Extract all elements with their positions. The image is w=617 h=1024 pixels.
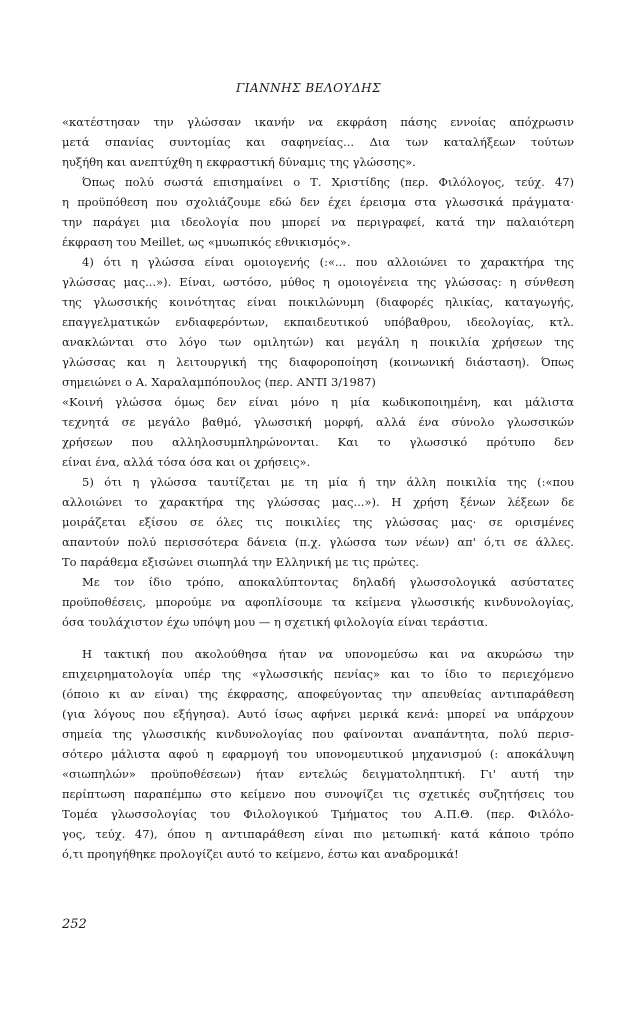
- text-line: γος, τεύχ. 47), όπου η αντιπαράθεση είναι πιο μετωπική· κατά κάποιο τρόπο: [62, 827, 574, 841]
- text-line: μετά σπανίας συντομίας και σαφηνείας... Δια των καταλήξεων τούτων: [62, 135, 574, 149]
- text-line: σημειώνει ο Α. Χαραλαμπόπουλος (περ. ΑΝΤΙ 3/1987): [62, 375, 376, 389]
- page-number: 252: [62, 917, 87, 932]
- body-paragraph: [62, 172, 574, 252]
- text-line: Τομέα γλωσσολογίας του Φιλολογικού Τμήματος του Α.Π.Θ. (περ. Φιλόλο-: [62, 807, 574, 821]
- text-line: γλώσσας μας...»). Είναι, ωστόσο, μύθος η ομοιογένεια της γλώσσας: η σύνθεση: [62, 275, 574, 289]
- text-line: Όπως πολύ σωστά επισημαίνει ο Τ. Χριστίδης (περ. Φιλόλογος, τεύχ. 47): [82, 175, 574, 189]
- body-paragraph: [62, 644, 574, 864]
- text-line: ηυξήθη και ανεπτύχθη η εκφραστική δύναμις της γλώσσης».: [62, 155, 416, 169]
- text-line: περίπτωση παραπέμπω στο κείμενο που συνοψίζει τις σχετικές συζητήσεις του: [62, 787, 574, 801]
- text-line: «σιωπηλών» προϋποθέσεων) ήταν εντελώς δειγματοληπτική. Γι' αυτή την: [62, 767, 574, 781]
- text-line: σημεία της γλωσσικής κινδυνολογίας που φαίνονται αναπάντητα, πολύ περισ-: [62, 727, 574, 741]
- block-quote: [62, 392, 574, 472]
- text-line: μοιράζεται εξίσου σε όλες τις ποικιλίες της γλώσσας μας· σε ορισμένες: [62, 515, 574, 529]
- text-line: τεχνητά σε μεγάλο βαθμό, γλωσσική μορφή, αλλά ένα σύνολο γλωσσικών: [62, 415, 574, 429]
- text-line: προϋποθέσεις, μπορούμε να αφοπλίσουμε τα κείμενα γλωσσικής κινδυνολογίας,: [62, 595, 574, 609]
- page-body: [62, 112, 574, 864]
- text-line: Με τον ίδιο τρόπο, αποκαλύπτοντας δηλαδή γλωσσολογικά ασύστατες: [82, 575, 574, 589]
- text-line: έκφραση του Meillet, ως «μυωπικός εθνικισμός».: [62, 235, 351, 249]
- text-line: επαγγελματικών ενδιαφερόντων, εκπαιδευτικού υπόβαθρου, ιδεολογίας, κτλ.: [62, 315, 574, 329]
- text-line: (για λόγους που εξήγησα). Αυτό ίσως αφήνει μερικά κενά: μπορεί να υπάρχουν: [62, 707, 574, 721]
- body-paragraph: [62, 572, 574, 632]
- text-line: «κατέστησαν την γλώσσαν ικανήν να εκφράση πάσης εννοίας απόχρωσιν: [62, 115, 574, 129]
- running-header: ΓΙΑΝΝΗΣ ΒΕΛΟΥΔΗΣ: [235, 81, 382, 95]
- text-line: 4) ότι η γλώσσα είναι ομοιογενής (:«... που αλλοιώνει το χαρακτήρα της: [82, 255, 574, 269]
- text-line: της γλωσσικής κοινότητας είναι ποικιλώνυμη (διαφορές ηλικίας, καταγωγής,: [62, 295, 574, 309]
- text-line: ό,τι προηγήθηκε προλογίζει αυτό το κείμενο, έστω και αναδρομικά!: [62, 847, 459, 861]
- text-line: όσα τουλάχιστον έχω υπόψη μου — η σχετική φιλολογία είναι τεράστια.: [62, 615, 489, 629]
- body-paragraph: [62, 472, 574, 572]
- text-line: (όποιο κι αν είναι) της έκφρασης, αποφεύγοντας την απευθείας αντιπαράθεση: [62, 687, 574, 701]
- text-line: απαντούν πολύ περισσότερα δάνεια (π.χ. γλώσσα των νέων) απ' ό,τι σε άλλες.: [62, 535, 574, 549]
- text-line: «Κοινή γλώσσα όμως δεν είναι μόνο η μία κωδικοποιημένη, και μάλιστα: [62, 395, 574, 409]
- text-line: σότερο μάλιστα αφού η εφαρμογή του υπονομευτικού μηχανισμού (: αποκάλυψη: [62, 747, 574, 761]
- text-line: 5) ότι η γλώσσα ταυτίζεται με τη μία ή την άλλη ποικιλία της (:«που: [82, 475, 574, 489]
- text-line: η προϋπόθεση που σχολιάζουμε εδώ δεν έχει έρεισμα στα γλωσσικά πράγματα·: [62, 195, 574, 209]
- text-line: επιχειρηματολογία υπέρ της «γλωσσικής πενίας» και το ίδιο το περιεχόμενο: [62, 667, 574, 681]
- text-line: την παράγει μια ιδεολογία που μπορεί να περιγραφεί, κατά την παλαιότερη: [62, 215, 574, 229]
- text-line: χρήσεων που αλληλοσυμπληρώνονται. Και το γλωσσικό πρότυπο δεν: [62, 435, 574, 449]
- text-line: ανακλώνται στο λόγο των ομιλητών) και μεγάλη η ποικιλία χρήσεων της: [62, 335, 574, 349]
- text-line: αλλοιώνει το χαρακτήρα της γλώσσας μας...»). Η χρήση ξένων λέξεων δε: [62, 495, 574, 509]
- section-gap: [62, 632, 574, 644]
- text-line: είναι ένα, αλλά τόσα όσα και οι χρήσεις».: [62, 455, 311, 469]
- body-paragraph: [62, 252, 574, 392]
- block-quote: [62, 112, 574, 172]
- text-line: Το παράθεμα εξισώνει σιωπηλά την Ελληνική με τις πρώτες.: [62, 555, 420, 569]
- text-line: Η τακτική που ακολούθησα ήταν να υπονομεύσω και να ακυρώσω την: [82, 647, 574, 661]
- text-line: γλώσσας και η λειτουργική της διαφοροποίηση (κοινωνική διάσταση). Όπως: [62, 355, 574, 369]
